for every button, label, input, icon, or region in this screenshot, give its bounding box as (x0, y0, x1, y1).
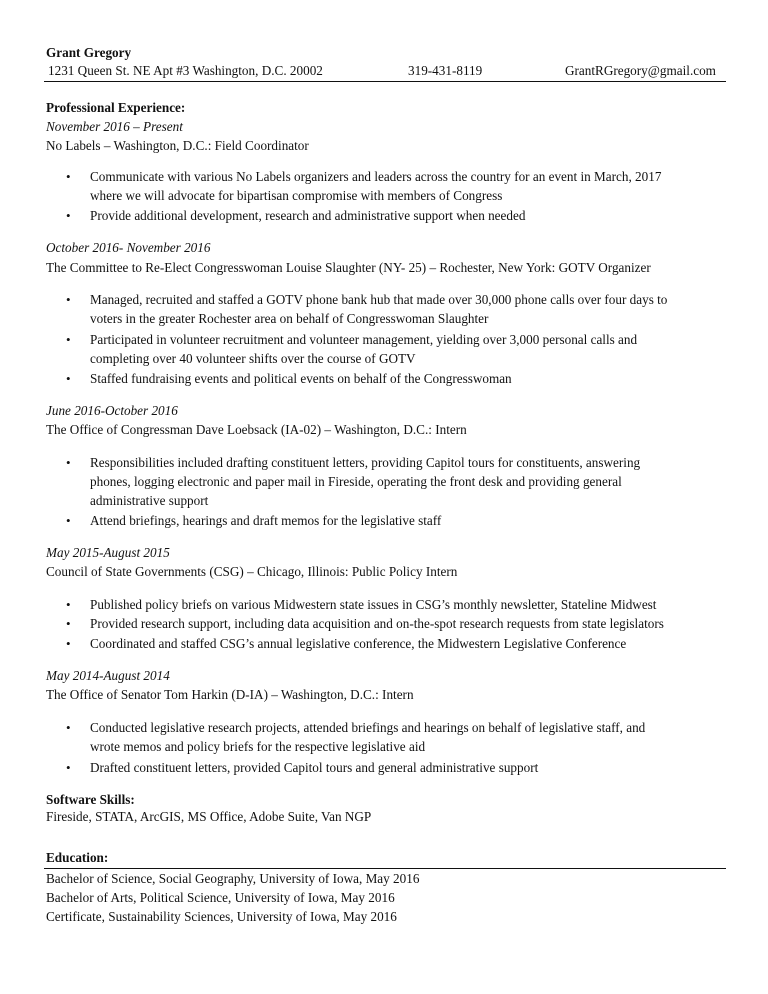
bullet-text: Participated in volunteer recruitment and volunteer management, yielding over 3,000 personal calls and (90, 332, 638, 347)
bullet-icon: • (66, 720, 71, 735)
bullet-text: completing over 40 volunteer shifts over the course of GOTV (90, 351, 416, 366)
contact-phone: 319-431-8119 (408, 63, 483, 78)
bullet-icon: • (66, 208, 71, 223)
job-title: Council of State Governments (CSG) – Chicago, Illinois: Public Policy Intern (46, 564, 458, 579)
bullet-text: administrative support (90, 493, 209, 508)
education-heading: Education: (46, 850, 109, 865)
education-item: Certificate, Sustainability Sciences, University of Iowa, May 2016 (46, 909, 397, 924)
bullet-icon: • (66, 597, 71, 612)
header-divider (44, 81, 726, 82)
bullet-icon: • (66, 292, 71, 307)
job-dates: October 2016- November 2016 (46, 240, 211, 255)
bullet-text: Attend briefings, hearings and draft memos for the legislative staff (90, 513, 442, 528)
bullet-icon: • (66, 616, 71, 631)
bullet-text: where we will advocate for bipartisan compromise with members of Congress (90, 188, 503, 203)
contact-address: 1231 Queen St. NE Apt #3 Washington, D.C. 20002 (48, 63, 323, 78)
bullet-text: Provided research support, including data acquisition and on-the-spot research requests from state legislators (90, 616, 664, 631)
bullet-text: Communicate with various No Labels organizers and leaders across the country for an event in March, 2017 (90, 169, 662, 184)
education-item: Bachelor of Science, Social Geography, University of Iowa, May 2016 (46, 871, 420, 886)
education-item: Bachelor of Arts, Political Science, University of Iowa, May 2016 (46, 890, 395, 905)
bullet-text: Responsibilities included drafting constituent letters, providing Capitol tours for constituents, answering (90, 455, 641, 470)
experience-heading: Professional Experience: (46, 100, 186, 115)
bullet-icon: • (66, 513, 71, 528)
job-dates: May 2015-August 2015 (46, 545, 170, 560)
bullet-text: Coordinated and staffed CSG’s annual legislative conference, the Midwestern Legislative Conference (90, 636, 627, 651)
job-title: No Labels – Washington, D.C.: Field Coordinator (46, 138, 309, 153)
job-dates: June 2016-October 2016 (46, 403, 178, 418)
bullet-icon: • (66, 169, 71, 184)
job-dates: May 2014-August 2014 (46, 668, 170, 683)
bullet-text: Published policy briefs on various Midwestern state issues in CSG’s monthly newsletter, Stateline Midwest (90, 597, 657, 612)
skills-text: Fireside, STATA, ArcGIS, MS Office, Adobe Suite, Van NGP (46, 809, 372, 824)
job-title: The Committee to Re-Elect Congresswoman Louise Slaughter (NY- 25) – Rochester, New York: GOTV Organizer (46, 260, 651, 275)
bullet-text: Conducted legislative research projects, attended briefings and hearings on behalf of legislative staff, and (90, 720, 646, 735)
bullet-text: voters in the greater Rochester area on behalf of Congresswoman Slaughter (90, 311, 489, 326)
bullet-text: Staffed fundraising events and political events on behalf of the Congresswoman (90, 371, 512, 386)
bullet-icon: • (66, 455, 71, 470)
bullet-text: Drafted constituent letters, provided Capitol tours and general administrative support (90, 760, 539, 775)
contact-email: GrantRGregory@gmail.com (565, 63, 716, 78)
applicant-name: Grant Gregory (46, 45, 132, 60)
bullet-text: Provide additional development, research and administrative support when needed (90, 208, 526, 223)
skills-heading: Software Skills: (46, 792, 135, 807)
job-title: The Office of Senator Tom Harkin (D-IA) – Washington, D.C.: Intern (46, 687, 414, 702)
job-dates: November 2016 – Present (46, 119, 183, 134)
job-title: The Office of Congressman Dave Loebsack (IA-02) – Washington, D.C.: Intern (46, 422, 467, 437)
bullet-icon: • (66, 371, 71, 386)
bullet-text: Managed, recruited and staffed a GOTV phone bank hub that made over 30,000 phone calls over four days to (90, 292, 668, 307)
bullet-icon: • (66, 332, 71, 347)
bullet-icon: • (66, 636, 71, 651)
bullet-text: wrote memos and policy briefs for the respective legislative aid (90, 739, 426, 754)
bullet-text: phones, logging electronic and paper mail in Fireside, operating the front desk and providing general (90, 474, 622, 489)
bullet-icon: • (66, 760, 71, 775)
